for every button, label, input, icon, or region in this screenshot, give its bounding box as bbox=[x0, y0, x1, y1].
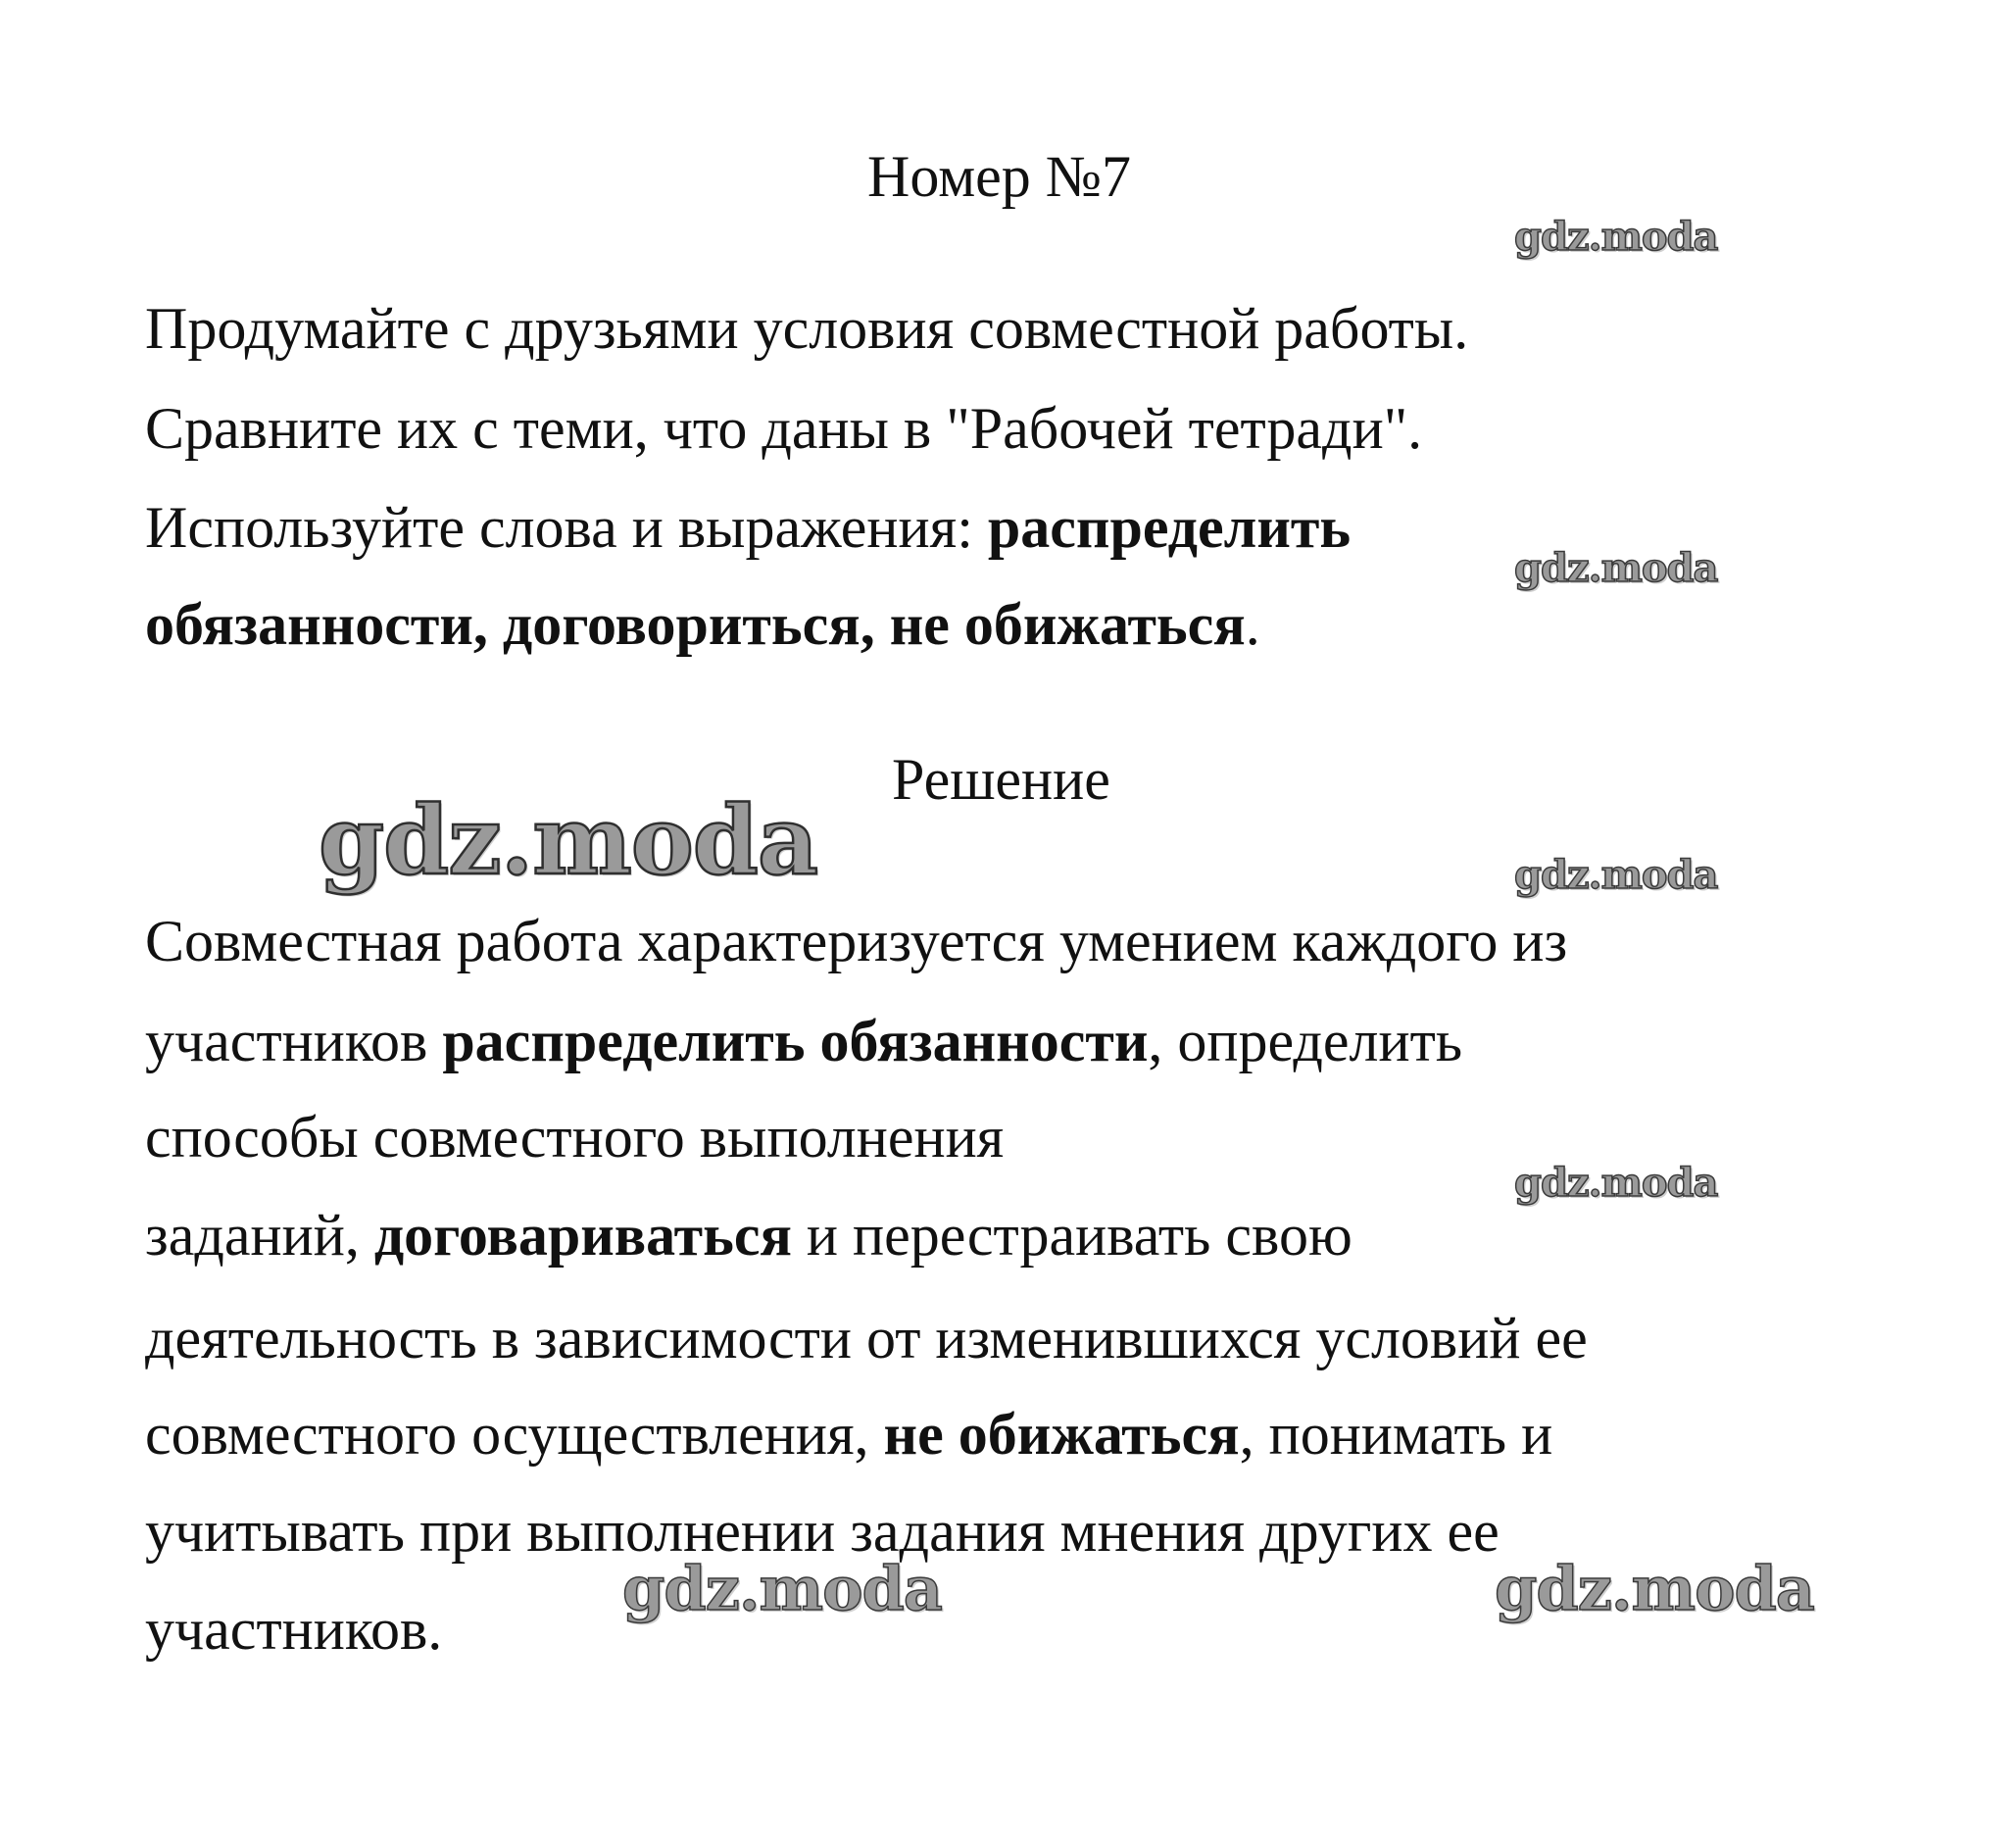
solution-text: совместного осуществления, bbox=[145, 1402, 884, 1467]
solution-text: , понимать и bbox=[1239, 1402, 1553, 1467]
solution-text: участников bbox=[145, 1009, 443, 1073]
task-keywords: обязанности, договориться, не обижаться bbox=[145, 592, 1246, 657]
solution-keyword: договариваться bbox=[373, 1203, 792, 1268]
task-line-4 bbox=[145, 592, 1260, 657]
task-line-3 bbox=[145, 495, 1352, 560]
task-text: Используйте слова и выражения: bbox=[145, 495, 988, 560]
watermark: gdz.moda bbox=[1514, 852, 1718, 898]
solution-text: деятельность в зависимости от изменившихся условий ее bbox=[145, 1306, 1588, 1370]
solution-line-3 bbox=[145, 1105, 1005, 1170]
solution-text: Совместная работа характеризуется умением каждого из bbox=[145, 909, 1568, 973]
solution-text: заданий, bbox=[145, 1203, 374, 1268]
watermark: gdz.moda bbox=[319, 785, 818, 896]
solution-line-7 bbox=[145, 1499, 1500, 1564]
solution-text: и перестраивать свою bbox=[791, 1203, 1352, 1268]
page-title: Номер №7 bbox=[867, 144, 1132, 209]
watermark: gdz.moda bbox=[1495, 1553, 1814, 1624]
solution-keyword: не обижаться bbox=[883, 1402, 1240, 1467]
task-text: Сравните их с теми, что даны в "Рабочей тетради". bbox=[145, 396, 1423, 461]
watermark: gdz.moda bbox=[1514, 1160, 1718, 1206]
solution-line-2 bbox=[145, 1009, 1463, 1073]
task-text: Продумайте с друзьями условия совместной работы. bbox=[145, 296, 1469, 361]
solution-text: способы совместного выполнения bbox=[145, 1105, 1005, 1170]
solution-line-8 bbox=[145, 1597, 443, 1662]
watermark: gdz.moda bbox=[1514, 214, 1718, 260]
solution-line-4 bbox=[145, 1203, 1352, 1268]
task-text: . bbox=[1245, 592, 1260, 657]
solution-line-6 bbox=[145, 1402, 1553, 1467]
solution-text: , определить bbox=[1148, 1009, 1463, 1073]
solution-text: участников. bbox=[145, 1597, 443, 1662]
task-line-2 bbox=[145, 396, 1423, 461]
watermark: gdz.moda bbox=[622, 1553, 942, 1624]
solution-keyword: распределить обязанности bbox=[442, 1009, 1149, 1073]
solution-text: учитывать при выполнении задания мнения других ее bbox=[145, 1499, 1500, 1564]
task-line-1 bbox=[145, 296, 1469, 361]
solution-line-1 bbox=[145, 909, 1568, 973]
task-keyword: распределить bbox=[987, 495, 1352, 560]
watermark: gdz.moda bbox=[1514, 545, 1718, 591]
solution-line-5 bbox=[145, 1306, 1588, 1370]
solution-heading: Решение bbox=[892, 747, 1110, 812]
